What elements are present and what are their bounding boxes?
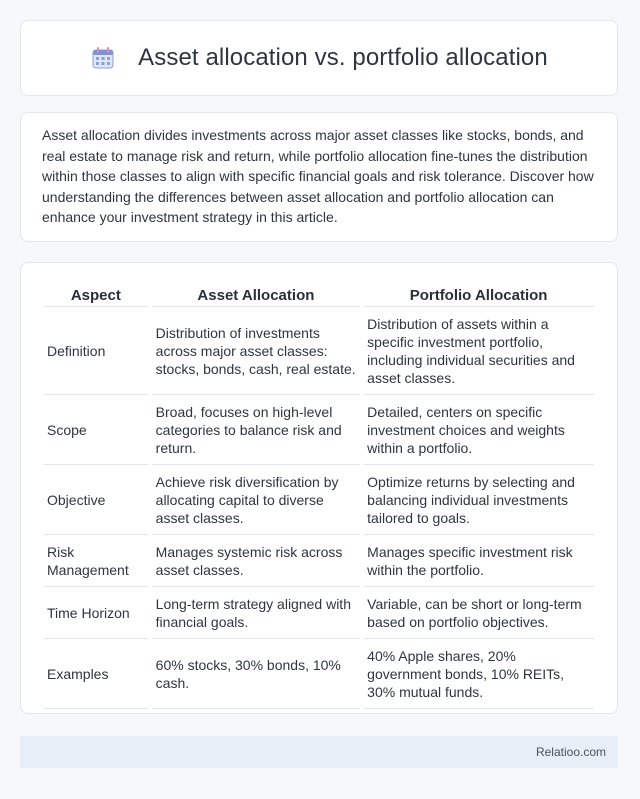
row-asset-cell: Long-term strategy aligned with financial goals. [152, 587, 361, 639]
page-title: Asset allocation vs. portfolio allocation [138, 44, 548, 71]
row-portfolio-cell: Variable, can be short or long-term based on portfolio objectives. [363, 587, 594, 639]
comparison-table [40, 283, 597, 709]
table-row [43, 395, 594, 465]
column-header-asset-allocation: Asset Allocation [152, 283, 361, 307]
table-row [43, 465, 594, 535]
intro-card [20, 112, 618, 242]
row-asset-cell: 60% stocks, 30% bonds, 10% cash. [152, 639, 361, 709]
row-aspect-cell: Examples [43, 639, 149, 709]
column-header-portfolio-allocation: Portfolio Allocation [363, 283, 594, 307]
row-aspect-cell: Definition [43, 307, 149, 395]
table-row [43, 587, 594, 639]
footer-bar [20, 736, 618, 768]
column-header-aspect: Aspect [43, 283, 149, 307]
row-portfolio-cell: Distribution of assets within a specific investment portfolio, including individual securities and asset classes. [363, 307, 594, 395]
row-portfolio-cell: Optimize returns by selecting and balancing individual investments tailored to goals. [363, 465, 594, 535]
calendar-icon [90, 45, 116, 71]
table-row [43, 535, 594, 587]
footer-brand: Relatioo.com [535, 745, 606, 759]
table-row [43, 307, 594, 395]
row-aspect-cell: Scope [43, 395, 149, 465]
row-portfolio-cell: 40% Apple shares, 20% government bonds, 10% REITs, 30% mutual funds. [363, 639, 594, 709]
intro-paragraph: Asset allocation divides investments across major asset classes like stocks, bonds, and real estate to manage risk and return, while portfolio allocation fine-tunes the distribution within those classes to align with specific financial goals and risk tolerance. Discover how understanding the differences between asset allocation and portfolio allocation can enhance your investment strategy in this article. [42, 127, 594, 225]
row-aspect-cell: Risk Management [43, 535, 149, 587]
row-asset-cell: Manages systemic risk across asset classes. [152, 535, 361, 587]
comparison-card [20, 262, 618, 714]
row-aspect-cell: Time Horizon [43, 587, 149, 639]
row-portfolio-cell: Detailed, centers on specific investment choices and weights within a portfolio. [363, 395, 594, 465]
row-asset-cell: Broad, focuses on high-level categories to balance risk and return. [152, 395, 361, 465]
title-card [20, 20, 618, 96]
row-aspect-cell: Objective [43, 465, 149, 535]
table-row [43, 639, 594, 709]
row-portfolio-cell: Manages specific investment risk within the portfolio. [363, 535, 594, 587]
row-asset-cell: Achieve risk diversification by allocating capital to diverse asset classes. [152, 465, 361, 535]
table-header-row [43, 283, 594, 307]
row-asset-cell: Distribution of investments across major asset classes: stocks, bonds, cash, real estate. [152, 307, 361, 395]
